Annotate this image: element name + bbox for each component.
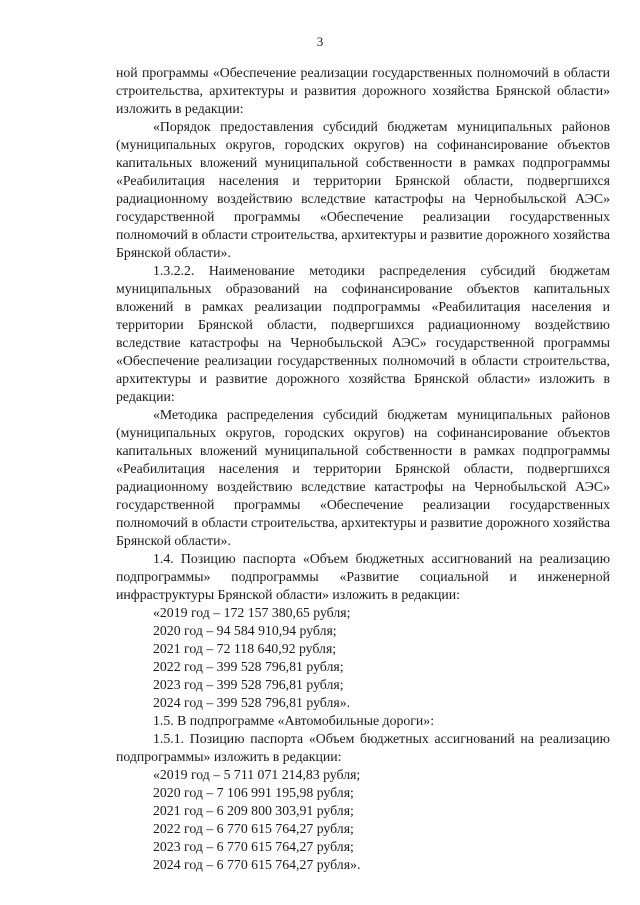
list-item: «2019 год – 172 157 380,65 рубля; (153, 605, 351, 620)
paragraph-methodology-title: «Методика распределения субсидий бюджетам муниципальных районов (муниципальных округов, городских округов) на софинансирование объектов капитальных вложений муниципальной собственности в рамках подпрограммы «Реабилитация населения и территории Брянской области, подвергшихся радиационному воздействию вследствие катастрофы на Чернобыльской АЭС» государственной программы «Обеспечение реализации государственных полномочий в области строительства, архитектуры и развитие дорожного хозяйства Брянской области». (116, 407, 610, 548)
list-item: 2023 год – 399 528 796,81 рубля; (153, 677, 344, 692)
list-item: 2022 год – 399 528 796,81 рубля; (153, 659, 344, 674)
document-body (116, 64, 610, 874)
list-item: 2024 год – 399 528 796,81 рубля». (153, 695, 351, 710)
list-item: 2020 год – 94 584 910,94 рубля; (153, 623, 337, 638)
list-item: 2024 год – 6 770 615 764,27 рубля». (153, 857, 361, 872)
paragraph-1-4: 1.4. Позицию паспорта «Объем бюджетных ассигнований на реализацию подпрограммы» подпрограммы «Развитие социальной и инженерной инфраструктуры Брянской области» изложить в редакции: (116, 551, 610, 602)
list-item: 2021 год – 72 118 640,92 рубля; (153, 641, 337, 656)
funding-list-social-infrastructure (116, 604, 610, 712)
paragraph-1-5-1: 1.5.1. Позицию паспорта «Объем бюджетных ассигнований на реализацию подпрограммы» изложить в редакции: (116, 731, 610, 764)
paragraph-1-3-2-2: 1.3.2.2. Наименование методики распределения субсидий бюджетам муниципальных образований на софинансирование объектов капитальных вложений в рамках реализации подпрограммы «Реабилитация населения и территории Брянской области, подвергшихся радиационному воздействию вследствие катастрофы на Чернобыльской АЭС» государственной программы «Обеспечение реализации государственных полномочий в области строительства, архитектуры и развитие дорожного хозяйства Брянской области» изложить в редакции: (116, 263, 610, 404)
list-item: «2019 год – 5 711 071 214,83 рубля; (153, 767, 361, 782)
paragraph-order-title: «Порядок предоставления субсидий бюджетам муниципальных районов (муниципальных округов, городских округов) на софинансирование объектов капитальных вложений муниципальной собственности в рамках подпрограммы «Реабилитация населения и территории Брянской области, подвергшихся радиационному воздействию вследствие катастрофы на Чернобыльской АЭС» государственной программы «Обеспечение реализации государственных полномочий в области строительства, архитектуры и развитие дорожного хозяйства Брянской области». (116, 119, 610, 260)
list-item: 2022 год – 6 770 615 764,27 рубля; (153, 821, 354, 836)
list-item: 2023 год – 6 770 615 764,27 рубля; (153, 839, 354, 854)
heading-1-5: 1.5. В подпрограмме «Автомобильные дороги»: (153, 713, 435, 728)
list-item: 2020 год – 7 106 991 195,98 рубля; (153, 785, 354, 800)
list-item: 2021 год – 6 209 800 303,91 рубля; (153, 803, 354, 818)
funding-list-roads (116, 766, 610, 874)
page-number: 3 (316, 34, 324, 49)
paragraph-continuation: ной программы «Обеспечение реализации государственных полномочий в области строительства, архитектуры и развития дорожного хозяйства Брянской области» изложить в редакции: (116, 65, 610, 116)
